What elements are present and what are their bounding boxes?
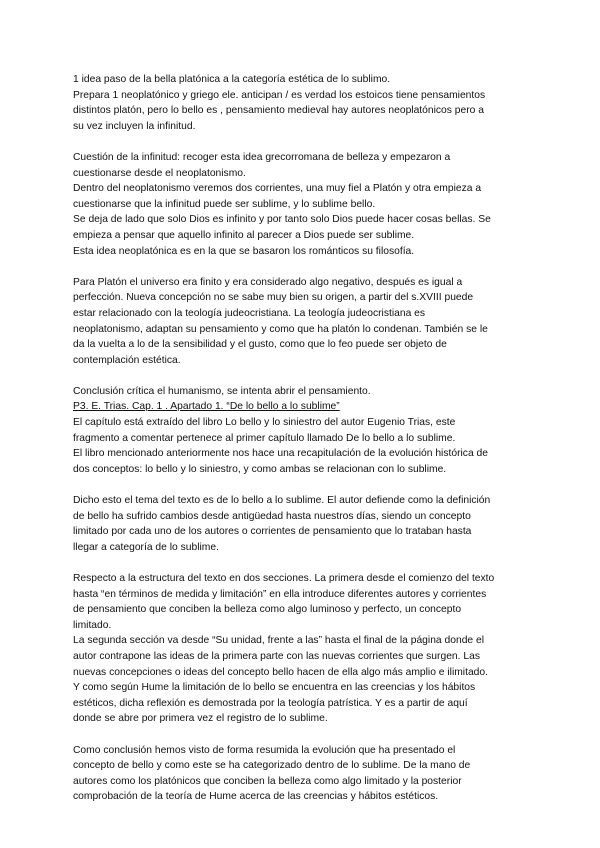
text-line: llegar a categoría de lo sublime. xyxy=(73,541,219,553)
text-line: nuevas concepciones o ideas del concepto bello hacen de ella algo más amplio e ilimitado. xyxy=(73,666,488,678)
text-line: de pensamiento que conciben la belleza como algo luminoso y perfecto, un concepto xyxy=(73,604,462,616)
text-line: limitado por cada uno de los autores o corrientes de pensamiento que lo trataban hasta xyxy=(73,526,472,538)
text-line: hasta “en términos de medida y limitación” en ella introduce diferentes autores y corrientes xyxy=(73,588,487,600)
text-line: estéticos, dicha reflexión es demostrada por la teología patrística. Y es a partir de aquí xyxy=(73,697,468,709)
paragraph-tema xyxy=(73,493,530,555)
paragraph-infinitud xyxy=(73,150,530,259)
text-line: El libro mencionado anteriormente nos hace una recapitulación de la evolución histórica de xyxy=(73,448,488,460)
text-line: concepto de bello y como este se ha categorizado dentro de lo sublime. De la mano de xyxy=(73,760,471,772)
text-line: Conclusión crítica el humanismo, se intenta abrir el pensamiento. xyxy=(73,385,371,397)
paragraph-conclusion-trias xyxy=(73,384,530,478)
text-line: distintos platón, pero lo bello es , pensamiento medieval hay autores neoplatónicos pero a xyxy=(73,105,484,117)
text-line: fragmento a comentar pertenece al primer capítulo llamado De lo bello a lo sublime. xyxy=(73,432,456,444)
text-line: Cuestión de la infinitud: recoger esta idea grecorromana de belleza y empezaron a xyxy=(73,151,451,163)
paragraph-conclusion xyxy=(73,743,530,805)
text-line: empieza a pensar que aquello infinito al parecer a Dios puede ser sublime. xyxy=(73,229,415,241)
text-line: de bello ha sufrido cambios desde antigüedad hasta nuestros días, siendo un concepto xyxy=(73,510,471,522)
text-line: cuestionarse desde el neoplatonismo. xyxy=(73,167,246,179)
text-line: La segunda sección va desde “Su unidad, frente a las” hasta el final de la página donde el xyxy=(73,635,485,647)
text-line: Para Platón el universo era finito y era considerado algo negativo, después es igual a xyxy=(73,276,463,288)
text-line: autor contrapone las ideas de la primera parte con las nuevas corrientes que surgen. Las xyxy=(73,650,480,662)
text-line: da la vuelta a lo de la sensibilidad y el gusto, como que lo feo puede ser objeto de xyxy=(73,339,447,351)
text-line: dos conceptos: lo bello y lo siniestro, y como ambas se relacionan con lo sublime. xyxy=(73,463,447,475)
text-line: El capítulo está extraído del libro Lo bello y lo siniestro del autor Eugenio Trias, este xyxy=(73,417,456,429)
text-line: Dicho esto el tema del texto es de lo bello a lo sublime. El autor defiende como la definición xyxy=(73,495,491,507)
text-line: Como conclusión hemos visto de forma resumida la evolución que ha presentado el xyxy=(73,744,456,756)
paragraph-platon xyxy=(73,275,530,369)
text-line: limitado. xyxy=(73,619,112,631)
text-line: Dentro del neoplatonismo veremos dos corrientes, una muy fiel a Platón y otra empieza a xyxy=(73,183,482,195)
text-line: perfección. Nueva concepción no se sabe muy bien su origen, a partir del s.XVIII puede xyxy=(73,292,474,304)
text-line: Respecto a la estructura del texto en dos secciones. La primera desde el comienzo del texto xyxy=(73,573,495,584)
text-line: cuestionarse que la infinitud puede ser sublime, y lo sublime bello. xyxy=(73,198,376,210)
text-line: neoplatonismo, adaptan su pensamiento y como que ha platón lo condenan. También se le xyxy=(73,323,488,335)
text-line: autores como los platónicos que conciben la belleza como algo limitado y la posterior xyxy=(73,775,462,787)
text-line: su vez incluyen la infinitud. xyxy=(73,120,196,132)
text-line: donde se abre por primera vez el registro de lo sublime. xyxy=(73,713,328,725)
section-heading: P3. E. Trias. Cap. 1 . Apartado 1. “De lo bello a lo sublime” xyxy=(73,401,340,413)
paragraph-estructura xyxy=(73,571,530,727)
text-line: estar relacionado con la teología judeocristiana. La teología judeocristiana es xyxy=(73,307,426,319)
text-line: Se deja de lado que solo Dios es infinito y por tanto solo Dios puede hacer cosas bellas. Se xyxy=(73,214,491,226)
text-line: comprobación de la teoría de Hume acerca de las creencias y hábitos estéticos. xyxy=(73,791,439,803)
paragraph-intro xyxy=(73,72,530,134)
text-line: Y como según Hume la limitación de lo bello se encuentra en las creencias y los hábitos xyxy=(73,682,476,694)
text-line: contemplación estética. xyxy=(73,354,181,366)
text-line: 1 idea paso de la bella platónica a la categoría estética de lo sublimo. xyxy=(73,74,391,85)
text-line: Esta idea neoplatónica es en la que se basaron los románticos su filosofía. xyxy=(73,245,415,257)
text-line: Prepara 1 neoplatónico y griego ele. anticipan / es verdad los estoicos tiene pensamientos xyxy=(73,89,486,101)
